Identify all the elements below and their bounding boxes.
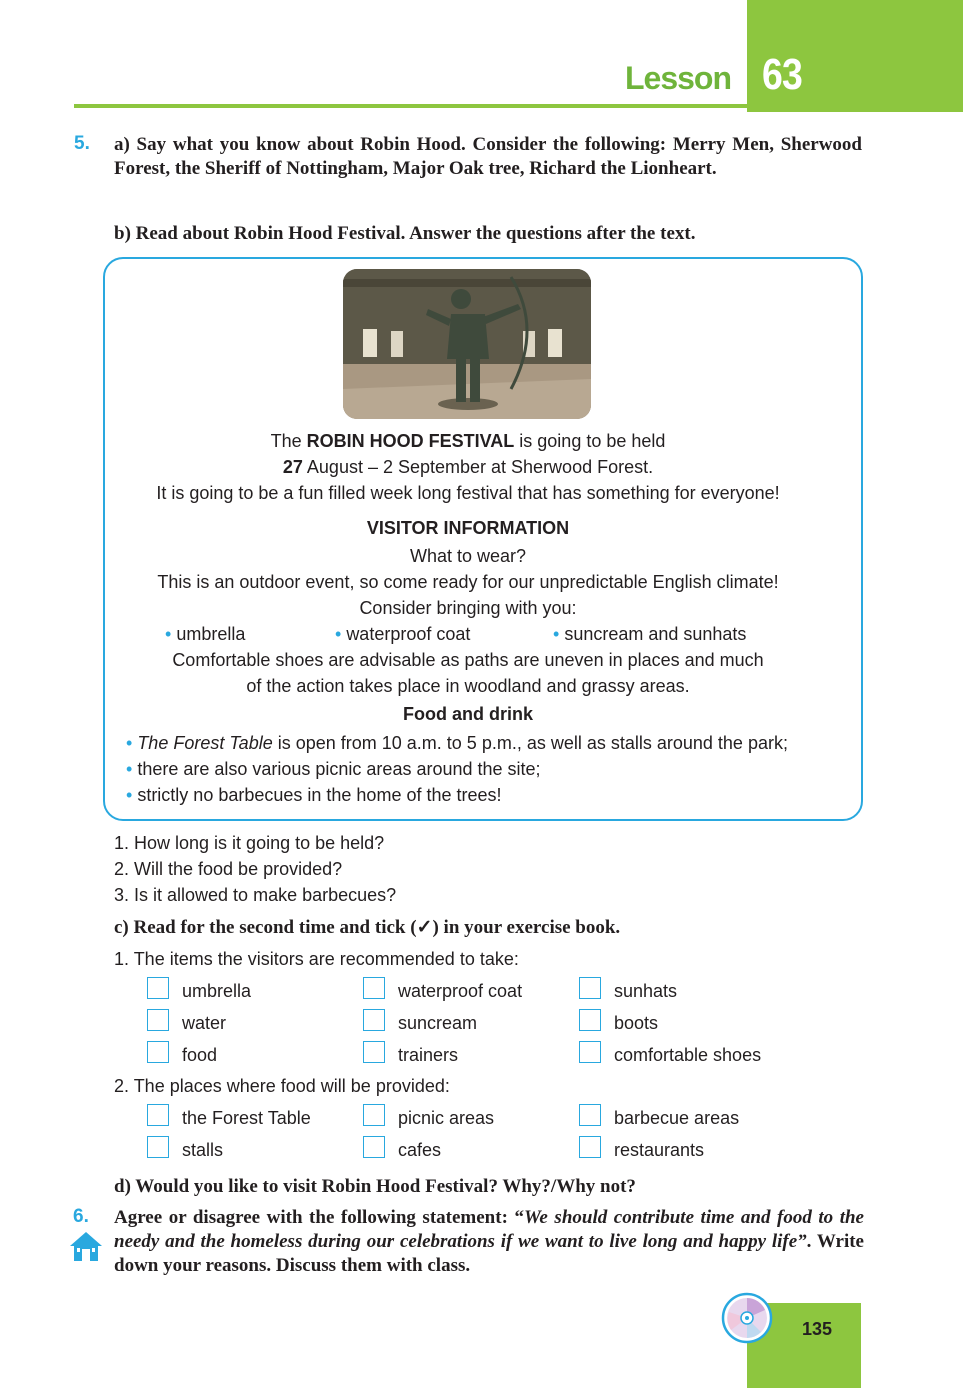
bring-item-suncream: • suncream and sunhats xyxy=(553,624,747,644)
checkbox-trainers[interactable] xyxy=(363,1041,385,1063)
lesson-number: 63 xyxy=(762,50,802,99)
festival-name: ROBIN HOOD FESTIVAL xyxy=(306,431,515,451)
checkbox-label: picnic areas xyxy=(398,1108,495,1128)
checkbox-label: umbrella xyxy=(182,981,252,1001)
festival-intro-line-1: The ROBIN HOOD FESTIVAL is going to be held xyxy=(270,431,666,451)
checkbox-label: restaurants xyxy=(614,1140,705,1160)
checkbox-label: waterproof coat xyxy=(398,981,523,1001)
food-item-no-barbecues: • strictly no barbecues in the home of the trees! xyxy=(126,785,502,805)
checkbox-label: the Forest Table xyxy=(182,1108,311,1128)
part-c-instruction: c) Read for the second time and tick (✓) in your exercise book. xyxy=(114,917,621,938)
exercise-5a-instruction: a) Say what you know about Robin Hood. Consider the following: Merry Men, Sherwood Forest, the Sheriff of Nottingham, Major Oak tree, Richard the Lionheart. xyxy=(114,134,862,179)
house-icon xyxy=(69,1230,103,1267)
cd-icon xyxy=(721,1292,773,1349)
checkbox-suncream[interactable] xyxy=(363,1009,385,1031)
food-and-drink-heading: Food and drink xyxy=(403,704,533,724)
checkbox-label: water xyxy=(182,1013,227,1033)
header-divider xyxy=(74,104,747,108)
visitor-information-heading: VISITOR INFORMATION xyxy=(366,518,570,538)
checkbox-waterproof-coat[interactable] xyxy=(363,977,385,999)
checkbox-food[interactable] xyxy=(147,1041,169,1063)
checkbox-umbrella[interactable] xyxy=(147,977,169,999)
exercise-5-number: 5. xyxy=(74,133,90,154)
shoes-advice-line-1: Comfortable shoes are advisable as paths are uneven in places and much xyxy=(172,650,764,670)
question-1: 1. How long is it going to be held? xyxy=(114,833,385,853)
checkbox-comfortable-shoes[interactable] xyxy=(579,1041,601,1063)
checkbox-label: suncream xyxy=(398,1013,478,1033)
checkbox-label: cafes xyxy=(398,1140,442,1160)
checkbox-boots[interactable] xyxy=(579,1009,601,1031)
question-3: 3. Is it allowed to make barbecues? xyxy=(114,885,397,905)
checkbox-sunhats[interactable] xyxy=(579,977,601,999)
checkbox-label: comfortable shoes xyxy=(614,1045,762,1065)
checkbox-restaurants[interactable] xyxy=(579,1136,601,1158)
checkbox-label: food xyxy=(182,1045,218,1065)
exercise-5b-instruction: b) Read about Robin Hood Festival. Answer the questions after the text. xyxy=(114,223,696,244)
exercise-6-number: 6. xyxy=(73,1206,89,1227)
what-to-wear-line: What to wear? xyxy=(409,546,527,566)
checkbox-label: stalls xyxy=(182,1140,224,1160)
page-number: 135 xyxy=(802,1319,833,1339)
checkbox-picnic-areas[interactable] xyxy=(363,1104,385,1126)
consider-bringing-line: Consider bringing with you: xyxy=(359,598,577,618)
part-d-instruction: d) Would you like to visit Robin Hood Festival? Why?/Why not? xyxy=(114,1176,636,1197)
robin-hood-statue-photo xyxy=(343,269,591,419)
checkbox-label: barbecue areas xyxy=(614,1108,740,1128)
exercise-6-instruction: Agree or disagree with the following statement: “We should contribute time and food to the needy and the homeless during our celebrations if we want to live long and happy life”. Write down your reasons. Discuss them with class. xyxy=(114,1207,864,1276)
festival-dates-line: 27 August – 2 September at Sherwood Forest. xyxy=(282,457,654,477)
lesson-word: Lesson xyxy=(624,60,731,96)
food-item-forest-table: • The Forest Table is open from 10 a.m. to 5 p.m., as well as stalls around the park; xyxy=(126,733,788,753)
checkbox-label: boots xyxy=(614,1013,659,1033)
checkbox-stalls[interactable] xyxy=(147,1136,169,1158)
question-2: 2. Will the food be provided? xyxy=(114,859,343,879)
outdoor-event-line: This is an outdoor event, so come ready for our unpredictable English climate! xyxy=(157,572,779,592)
checkbox-forest-table[interactable] xyxy=(147,1104,169,1126)
statement-quote: We should contribute time and food to the needy and the homeless during our celebrations if we want to live long and happy life” xyxy=(114,1207,864,1252)
part-c-question-2: 2. The places where food will be provided: xyxy=(114,1076,450,1096)
part-c-question-1: 1. The items the visitors are recommended to take: xyxy=(114,949,519,969)
food-item-picnic-areas: • there are also various picnic areas around the site; xyxy=(126,759,541,779)
bring-item-waterproof-coat: • waterproof coat xyxy=(335,624,471,644)
bring-item-umbrella: • umbrella xyxy=(165,624,246,644)
checkbox-cafes[interactable] xyxy=(363,1136,385,1158)
checkbox-label: trainers xyxy=(398,1045,459,1065)
checkbox-label: sunhats xyxy=(614,981,678,1001)
festival-intro-line-3: It is going to be a fun filled week long festival that has something for everyone! xyxy=(156,483,780,503)
checkbox-barbecue-areas[interactable] xyxy=(579,1104,601,1126)
checkbox-water[interactable] xyxy=(147,1009,169,1031)
shoes-advice-line-2: of the action takes place in woodland and grassy areas. xyxy=(246,676,690,696)
